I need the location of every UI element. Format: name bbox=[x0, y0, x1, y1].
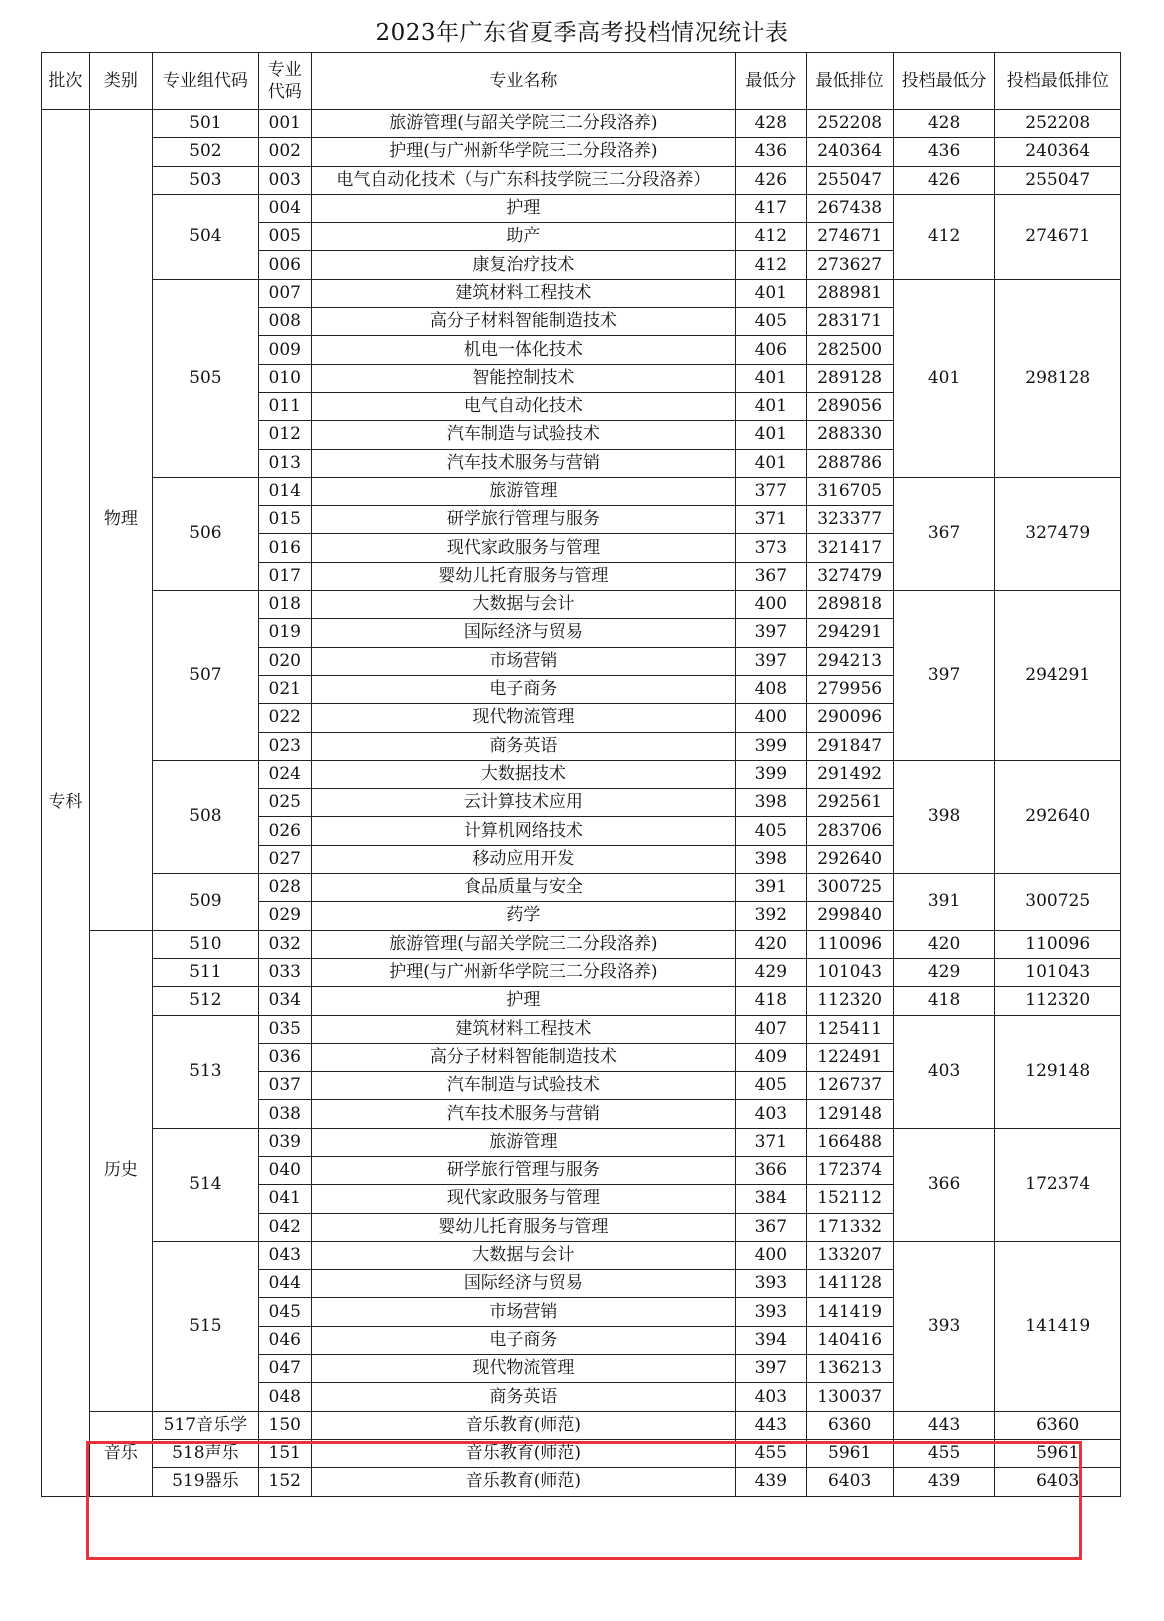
major-name-cell: 大数据技术 bbox=[311, 760, 735, 788]
major-code-cell: 003 bbox=[258, 166, 311, 194]
admit-min-rank-cell: 129148 bbox=[995, 1015, 1121, 1128]
min-rank-cell: 166488 bbox=[806, 1128, 893, 1156]
min-rank-cell: 283171 bbox=[806, 308, 893, 336]
major-name-cell: 建筑材料工程技术 bbox=[311, 279, 735, 307]
min-rank-cell: 299840 bbox=[806, 902, 893, 930]
major-name-cell: 食品质量与安全 bbox=[311, 874, 735, 902]
major-code-cell: 048 bbox=[258, 1383, 311, 1411]
major-code-cell: 012 bbox=[258, 421, 311, 449]
major-name-cell: 移动应用开发 bbox=[311, 845, 735, 873]
min-score-cell: 403 bbox=[736, 1383, 807, 1411]
group-code-cell: 508 bbox=[153, 760, 259, 873]
table-row bbox=[42, 1128, 1121, 1156]
header-min-score: 最低分 bbox=[736, 53, 807, 110]
table-row bbox=[42, 477, 1121, 505]
major-code-cell: 041 bbox=[258, 1185, 311, 1213]
min-rank-cell: 283706 bbox=[806, 817, 893, 845]
min-score-cell: 409 bbox=[736, 1043, 807, 1071]
min-score-cell: 400 bbox=[736, 1241, 807, 1269]
admit-min-rank-cell: 101043 bbox=[995, 958, 1121, 986]
major-name-cell: 现代家政服务与管理 bbox=[311, 1185, 735, 1213]
major-name-cell: 市场营销 bbox=[311, 1298, 735, 1326]
table-row bbox=[42, 279, 1121, 307]
min-score-cell: 429 bbox=[736, 958, 807, 986]
min-rank-cell: 323377 bbox=[806, 506, 893, 534]
table-row bbox=[42, 138, 1121, 166]
admission-statistics-table bbox=[41, 52, 1121, 1497]
min-score-cell: 406 bbox=[736, 336, 807, 364]
admit-min-score-cell: 391 bbox=[893, 874, 995, 931]
major-name-cell: 电气自动化技术 bbox=[311, 392, 735, 420]
major-code-cell: 011 bbox=[258, 392, 311, 420]
min-rank-cell: 279956 bbox=[806, 675, 893, 703]
major-code-cell: 021 bbox=[258, 675, 311, 703]
major-code-cell: 046 bbox=[258, 1326, 311, 1354]
min-rank-cell: 130037 bbox=[806, 1383, 893, 1411]
major-name-cell: 汽车制造与试验技术 bbox=[311, 421, 735, 449]
major-code-cell: 034 bbox=[258, 987, 311, 1015]
header-major-code bbox=[258, 53, 311, 110]
table-row bbox=[42, 987, 1121, 1015]
group-code-cell: 511 bbox=[153, 958, 259, 986]
admit-min-rank-cell: 300725 bbox=[995, 874, 1121, 931]
admit-min-rank-cell: 294291 bbox=[995, 591, 1121, 761]
major-code-cell: 043 bbox=[258, 1241, 311, 1269]
major-code-cell: 022 bbox=[258, 704, 311, 732]
admit-min-score-cell: 367 bbox=[893, 477, 995, 590]
major-name-cell: 电气自动化技术（与广东科技学院三二分段洛养） bbox=[311, 166, 735, 194]
major-name-cell: 电子商务 bbox=[311, 675, 735, 703]
min-rank-cell: 289128 bbox=[806, 364, 893, 392]
min-rank-cell: 289056 bbox=[806, 392, 893, 420]
header-admit-min-score: 投档最低分 bbox=[893, 53, 995, 110]
header-major-name: 专业名称 bbox=[311, 53, 735, 110]
admit-min-score-cell: 426 bbox=[893, 166, 995, 194]
min-score-cell: 405 bbox=[736, 308, 807, 336]
major-code-cell: 016 bbox=[258, 534, 311, 562]
min-score-cell: 439 bbox=[736, 1468, 807, 1496]
header-min-rank: 最低排位 bbox=[806, 53, 893, 110]
min-score-cell: 401 bbox=[736, 279, 807, 307]
min-rank-cell: 294213 bbox=[806, 647, 893, 675]
admit-min-score-cell: 439 bbox=[893, 1468, 995, 1496]
min-rank-cell: 327479 bbox=[806, 562, 893, 590]
header-major-code-line2: 代码 bbox=[267, 82, 302, 102]
major-name-cell: 旅游管理 bbox=[311, 477, 735, 505]
min-rank-cell: 152112 bbox=[806, 1185, 893, 1213]
major-code-cell: 044 bbox=[258, 1270, 311, 1298]
min-score-cell: 420 bbox=[736, 930, 807, 958]
admit-min-rank-cell: 172374 bbox=[995, 1128, 1121, 1241]
admit-min-rank-cell: 112320 bbox=[995, 987, 1121, 1015]
admit-min-score-cell: 455 bbox=[893, 1439, 995, 1467]
group-code-cell: 512 bbox=[153, 987, 259, 1015]
min-score-cell: 400 bbox=[736, 704, 807, 732]
group-code-cell: 507 bbox=[153, 591, 259, 761]
group-code-cell: 505 bbox=[153, 279, 259, 477]
min-rank-cell: 122491 bbox=[806, 1043, 893, 1071]
admit-min-rank-cell: 240364 bbox=[995, 138, 1121, 166]
min-score-cell: 403 bbox=[736, 1100, 807, 1128]
min-score-cell: 393 bbox=[736, 1270, 807, 1298]
min-score-cell: 401 bbox=[736, 392, 807, 420]
major-code-cell: 008 bbox=[258, 308, 311, 336]
min-rank-cell: 125411 bbox=[806, 1015, 893, 1043]
major-code-cell: 006 bbox=[258, 251, 311, 279]
major-name-cell: 计算机网络技术 bbox=[311, 817, 735, 845]
group-code-cell: 514 bbox=[153, 1128, 259, 1241]
major-name-cell: 现代物流管理 bbox=[311, 704, 735, 732]
table-row bbox=[42, 1468, 1121, 1496]
group-code-cell: 510 bbox=[153, 930, 259, 958]
major-code-cell: 033 bbox=[258, 958, 311, 986]
table-row bbox=[42, 194, 1121, 222]
major-name-cell: 旅游管理(与韶关学院三二分段洛养) bbox=[311, 110, 735, 138]
min-rank-cell: 274671 bbox=[806, 223, 893, 251]
min-score-cell: 399 bbox=[736, 732, 807, 760]
min-score-cell: 397 bbox=[736, 647, 807, 675]
min-score-cell: 426 bbox=[736, 166, 807, 194]
major-code-cell: 010 bbox=[258, 364, 311, 392]
admit-min-score-cell: 403 bbox=[893, 1015, 995, 1128]
admit-min-rank-cell: 274671 bbox=[995, 194, 1121, 279]
major-code-cell: 015 bbox=[258, 506, 311, 534]
min-rank-cell: 240364 bbox=[806, 138, 893, 166]
major-code-cell: 027 bbox=[258, 845, 311, 873]
min-rank-cell: 129148 bbox=[806, 1100, 893, 1128]
min-rank-cell: 292640 bbox=[806, 845, 893, 873]
min-score-cell: 384 bbox=[736, 1185, 807, 1213]
major-name-cell: 商务英语 bbox=[311, 1383, 735, 1411]
min-score-cell: 367 bbox=[736, 1213, 807, 1241]
major-code-cell: 005 bbox=[258, 223, 311, 251]
min-score-cell: 377 bbox=[736, 477, 807, 505]
min-rank-cell: 289818 bbox=[806, 591, 893, 619]
admit-min-score-cell: 393 bbox=[893, 1241, 995, 1411]
table-row bbox=[42, 930, 1121, 958]
major-code-cell: 151 bbox=[258, 1439, 311, 1467]
header-major-code-line1: 专业 bbox=[267, 60, 302, 80]
category-cell: 物理 bbox=[89, 110, 152, 931]
table-row bbox=[42, 110, 1121, 138]
min-rank-cell: 273627 bbox=[806, 251, 893, 279]
header-batch: 批次 bbox=[42, 53, 90, 110]
major-code-cell: 037 bbox=[258, 1072, 311, 1100]
admit-min-rank-cell: 298128 bbox=[995, 279, 1121, 477]
min-score-cell: 399 bbox=[736, 760, 807, 788]
min-rank-cell: 255047 bbox=[806, 166, 893, 194]
min-rank-cell: 112320 bbox=[806, 987, 893, 1015]
min-score-cell: 397 bbox=[736, 619, 807, 647]
major-name-cell: 音乐教育(师范) bbox=[311, 1439, 735, 1467]
admit-min-score-cell: 428 bbox=[893, 110, 995, 138]
table-row bbox=[42, 874, 1121, 902]
major-name-cell: 康复治疗技术 bbox=[311, 251, 735, 279]
header-category: 类别 bbox=[89, 53, 152, 110]
min-score-cell: 371 bbox=[736, 506, 807, 534]
min-rank-cell: 5961 bbox=[806, 1439, 893, 1467]
min-score-cell: 397 bbox=[736, 1355, 807, 1383]
min-score-cell: 455 bbox=[736, 1439, 807, 1467]
major-name-cell: 智能控制技术 bbox=[311, 364, 735, 392]
major-name-cell: 国际经济与贸易 bbox=[311, 619, 735, 647]
admit-min-score-cell: 443 bbox=[893, 1411, 995, 1439]
major-name-cell: 高分子材料智能制造技术 bbox=[311, 308, 735, 336]
category-cell: 音乐 bbox=[89, 1411, 152, 1496]
major-name-cell: 助产 bbox=[311, 223, 735, 251]
min-rank-cell: 267438 bbox=[806, 194, 893, 222]
batch-cell: 专科 bbox=[42, 110, 90, 1497]
min-rank-cell: 136213 bbox=[806, 1355, 893, 1383]
major-name-cell: 护理(与广州新华学院三二分段洛养) bbox=[311, 958, 735, 986]
major-name-cell: 市场营销 bbox=[311, 647, 735, 675]
group-code-cell: 501 bbox=[153, 110, 259, 138]
major-code-cell: 019 bbox=[258, 619, 311, 647]
major-code-cell: 023 bbox=[258, 732, 311, 760]
major-name-cell: 汽车制造与试验技术 bbox=[311, 1072, 735, 1100]
min-score-cell: 418 bbox=[736, 987, 807, 1015]
admit-min-score-cell: 412 bbox=[893, 194, 995, 279]
min-rank-cell: 140416 bbox=[806, 1326, 893, 1354]
group-code-cell: 517音乐学 bbox=[153, 1411, 259, 1439]
major-code-cell: 152 bbox=[258, 1468, 311, 1496]
min-score-cell: 394 bbox=[736, 1326, 807, 1354]
major-code-cell: 009 bbox=[258, 336, 311, 364]
min-rank-cell: 321417 bbox=[806, 534, 893, 562]
major-name-cell: 研学旅行管理与服务 bbox=[311, 506, 735, 534]
major-name-cell: 音乐教育(师范) bbox=[311, 1411, 735, 1439]
min-rank-cell: 133207 bbox=[806, 1241, 893, 1269]
page-title: 2023年广东省夏季高考投档情况统计表 bbox=[375, 20, 789, 46]
admit-min-score-cell: 398 bbox=[893, 760, 995, 873]
group-code-cell: 519器乐 bbox=[153, 1468, 259, 1496]
major-name-cell: 药学 bbox=[311, 902, 735, 930]
major-name-cell: 大数据与会计 bbox=[311, 1241, 735, 1269]
table-row bbox=[42, 1015, 1121, 1043]
major-name-cell: 研学旅行管理与服务 bbox=[311, 1156, 735, 1184]
major-code-cell: 039 bbox=[258, 1128, 311, 1156]
major-name-cell: 婴幼儿托育服务与管理 bbox=[311, 1213, 735, 1241]
group-code-cell: 513 bbox=[153, 1015, 259, 1128]
major-name-cell: 现代物流管理 bbox=[311, 1355, 735, 1383]
group-code-cell: 503 bbox=[153, 166, 259, 194]
min-rank-cell: 126737 bbox=[806, 1072, 893, 1100]
min-score-cell: 436 bbox=[736, 138, 807, 166]
major-code-cell: 035 bbox=[258, 1015, 311, 1043]
min-score-cell: 408 bbox=[736, 675, 807, 703]
admit-min-score-cell: 366 bbox=[893, 1128, 995, 1241]
min-rank-cell: 300725 bbox=[806, 874, 893, 902]
min-rank-cell: 316705 bbox=[806, 477, 893, 505]
major-name-cell: 机电一体化技术 bbox=[311, 336, 735, 364]
table-row bbox=[42, 1241, 1121, 1269]
major-code-cell: 045 bbox=[258, 1298, 311, 1326]
min-score-cell: 393 bbox=[736, 1298, 807, 1326]
min-rank-cell: 252208 bbox=[806, 110, 893, 138]
major-name-cell: 婴幼儿托育服务与管理 bbox=[311, 562, 735, 590]
min-score-cell: 367 bbox=[736, 562, 807, 590]
major-name-cell: 现代家政服务与管理 bbox=[311, 534, 735, 562]
major-code-cell: 018 bbox=[258, 591, 311, 619]
major-code-cell: 038 bbox=[258, 1100, 311, 1128]
min-score-cell: 392 bbox=[736, 902, 807, 930]
min-score-cell: 401 bbox=[736, 421, 807, 449]
major-name-cell: 国际经济与贸易 bbox=[311, 1270, 735, 1298]
min-rank-cell: 141128 bbox=[806, 1270, 893, 1298]
major-code-cell: 020 bbox=[258, 647, 311, 675]
admit-min-rank-cell: 6360 bbox=[995, 1411, 1121, 1439]
min-score-cell: 400 bbox=[736, 591, 807, 619]
major-name-cell: 商务英语 bbox=[311, 732, 735, 760]
header-admit-min-rank: 投档最低排位 bbox=[995, 53, 1121, 110]
group-code-cell: 509 bbox=[153, 874, 259, 931]
major-code-cell: 047 bbox=[258, 1355, 311, 1383]
group-code-cell: 502 bbox=[153, 138, 259, 166]
table-row bbox=[42, 1411, 1121, 1439]
admit-min-rank-cell: 5961 bbox=[995, 1439, 1121, 1467]
admit-min-rank-cell: 6403 bbox=[995, 1468, 1121, 1496]
major-name-cell: 音乐教育(师范) bbox=[311, 1468, 735, 1496]
major-code-cell: 028 bbox=[258, 874, 311, 902]
min-score-cell: 412 bbox=[736, 223, 807, 251]
major-code-cell: 025 bbox=[258, 789, 311, 817]
header-row bbox=[42, 53, 1121, 110]
min-score-cell: 428 bbox=[736, 110, 807, 138]
min-score-cell: 443 bbox=[736, 1411, 807, 1439]
admit-min-score-cell: 418 bbox=[893, 987, 995, 1015]
major-code-cell: 026 bbox=[258, 817, 311, 845]
major-name-cell: 高分子材料智能制造技术 bbox=[311, 1043, 735, 1071]
major-code-cell: 024 bbox=[258, 760, 311, 788]
min-score-cell: 366 bbox=[736, 1156, 807, 1184]
min-rank-cell: 288981 bbox=[806, 279, 893, 307]
major-name-cell: 大数据与会计 bbox=[311, 591, 735, 619]
major-code-cell: 042 bbox=[258, 1213, 311, 1241]
admit-min-rank-cell: 110096 bbox=[995, 930, 1121, 958]
group-code-cell: 506 bbox=[153, 477, 259, 590]
min-score-cell: 391 bbox=[736, 874, 807, 902]
major-code-cell: 014 bbox=[258, 477, 311, 505]
major-name-cell: 护理 bbox=[311, 987, 735, 1015]
major-name-cell: 汽车技术服务与营销 bbox=[311, 449, 735, 477]
min-rank-cell: 290096 bbox=[806, 704, 893, 732]
major-code-cell: 001 bbox=[258, 110, 311, 138]
major-code-cell: 017 bbox=[258, 562, 311, 590]
major-name-cell: 汽车技术服务与营销 bbox=[311, 1100, 735, 1128]
major-code-cell: 036 bbox=[258, 1043, 311, 1071]
admit-min-score-cell: 397 bbox=[893, 591, 995, 761]
major-code-cell: 002 bbox=[258, 138, 311, 166]
admit-min-score-cell: 429 bbox=[893, 958, 995, 986]
major-code-cell: 004 bbox=[258, 194, 311, 222]
min-rank-cell: 282500 bbox=[806, 336, 893, 364]
min-rank-cell: 6403 bbox=[806, 1468, 893, 1496]
major-code-cell: 040 bbox=[258, 1156, 311, 1184]
min-score-cell: 417 bbox=[736, 194, 807, 222]
min-rank-cell: 294291 bbox=[806, 619, 893, 647]
min-score-cell: 412 bbox=[736, 251, 807, 279]
min-score-cell: 371 bbox=[736, 1128, 807, 1156]
admit-min-rank-cell: 255047 bbox=[995, 166, 1121, 194]
min-rank-cell: 110096 bbox=[806, 930, 893, 958]
min-score-cell: 398 bbox=[736, 845, 807, 873]
min-rank-cell: 291492 bbox=[806, 760, 893, 788]
major-name-cell: 护理 bbox=[311, 194, 735, 222]
min-rank-cell: 172374 bbox=[806, 1156, 893, 1184]
min-score-cell: 405 bbox=[736, 1072, 807, 1100]
major-name-cell: 电子商务 bbox=[311, 1326, 735, 1354]
major-code-cell: 032 bbox=[258, 930, 311, 958]
table-body bbox=[42, 110, 1121, 1497]
major-code-cell: 150 bbox=[258, 1411, 311, 1439]
min-score-cell: 373 bbox=[736, 534, 807, 562]
header-group-code: 专业组代码 bbox=[153, 53, 259, 110]
admit-min-score-cell: 420 bbox=[893, 930, 995, 958]
min-rank-cell: 101043 bbox=[806, 958, 893, 986]
min-score-cell: 401 bbox=[736, 449, 807, 477]
group-code-cell: 518声乐 bbox=[153, 1439, 259, 1467]
admit-min-score-cell: 436 bbox=[893, 138, 995, 166]
admit-min-rank-cell: 292640 bbox=[995, 760, 1121, 873]
admit-min-score-cell: 401 bbox=[893, 279, 995, 477]
min-rank-cell: 292561 bbox=[806, 789, 893, 817]
major-code-cell: 007 bbox=[258, 279, 311, 307]
group-code-cell: 504 bbox=[153, 194, 259, 279]
min-score-cell: 401 bbox=[736, 364, 807, 392]
min-rank-cell: 288330 bbox=[806, 421, 893, 449]
min-rank-cell: 288786 bbox=[806, 449, 893, 477]
table-row bbox=[42, 1439, 1121, 1467]
min-rank-cell: 171332 bbox=[806, 1213, 893, 1241]
min-score-cell: 398 bbox=[736, 789, 807, 817]
major-name-cell: 旅游管理(与韶关学院三二分段洛养) bbox=[311, 930, 735, 958]
min-rank-cell: 141419 bbox=[806, 1298, 893, 1326]
min-score-cell: 405 bbox=[736, 817, 807, 845]
admit-min-rank-cell: 141419 bbox=[995, 1241, 1121, 1411]
table-row bbox=[42, 166, 1121, 194]
major-name-cell: 云计算技术应用 bbox=[311, 789, 735, 817]
table-row bbox=[42, 760, 1121, 788]
min-score-cell: 407 bbox=[736, 1015, 807, 1043]
min-rank-cell: 291847 bbox=[806, 732, 893, 760]
admit-min-rank-cell: 327479 bbox=[995, 477, 1121, 590]
major-code-cell: 029 bbox=[258, 902, 311, 930]
admit-min-rank-cell: 252208 bbox=[995, 110, 1121, 138]
table-row bbox=[42, 591, 1121, 619]
major-code-cell: 013 bbox=[258, 449, 311, 477]
major-name-cell: 护理(与广州新华学院三二分段洛养) bbox=[311, 138, 735, 166]
group-code-cell: 515 bbox=[153, 1241, 259, 1411]
category-cell: 历史 bbox=[89, 930, 152, 1411]
major-name-cell: 建筑材料工程技术 bbox=[311, 1015, 735, 1043]
min-rank-cell: 6360 bbox=[806, 1411, 893, 1439]
table-row bbox=[42, 958, 1121, 986]
major-name-cell: 旅游管理 bbox=[311, 1128, 735, 1156]
